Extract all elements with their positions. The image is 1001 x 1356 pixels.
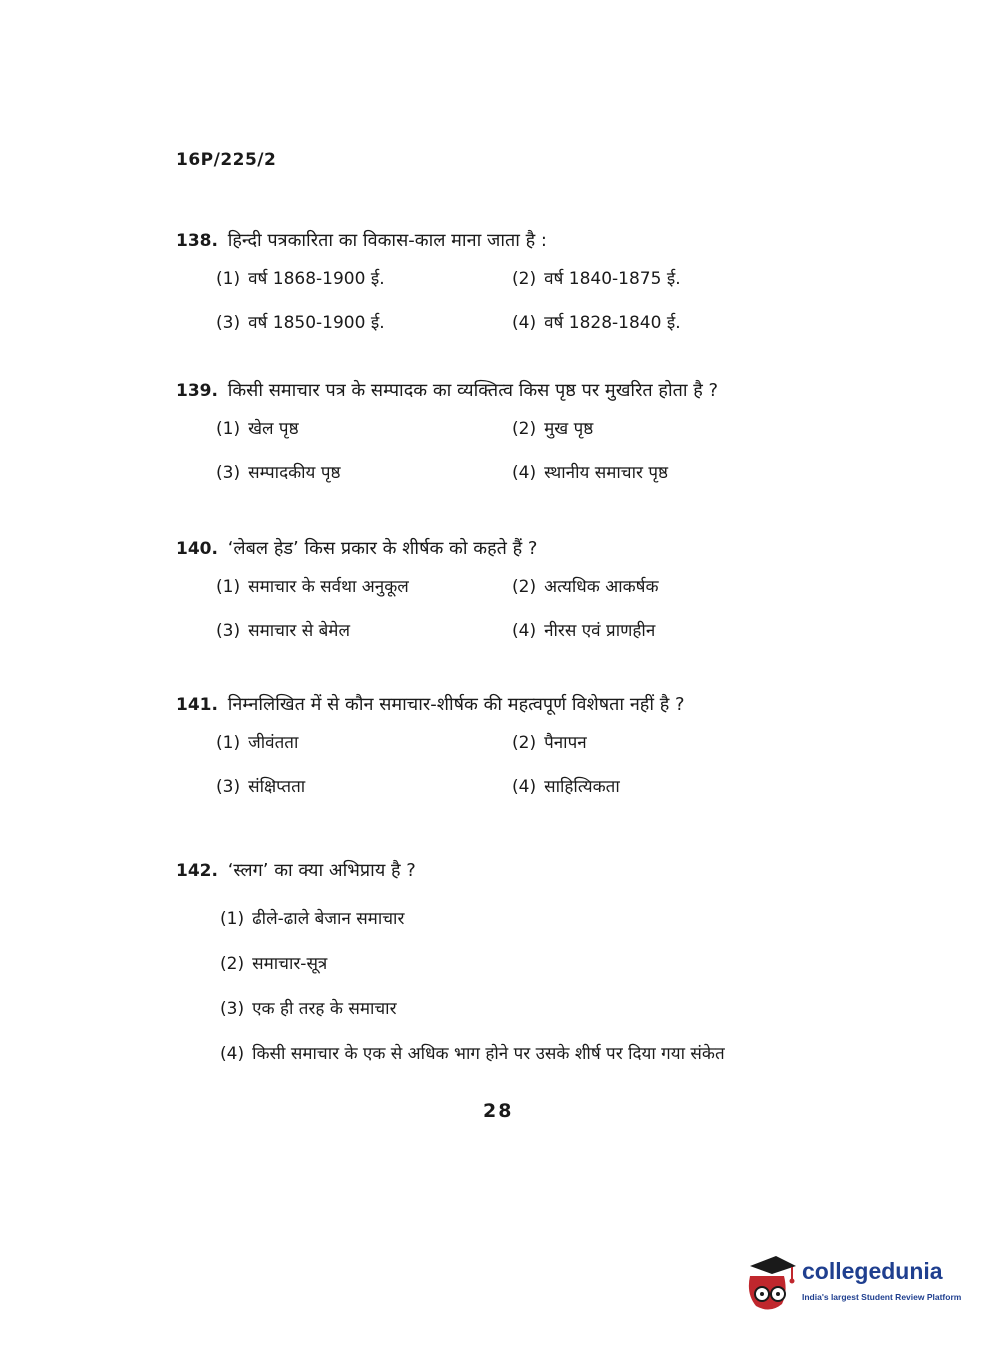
option-1: (1) ढीले-ढाले बेजान समाचार — [220, 909, 405, 929]
paper-code: 16P/225/2 — [176, 150, 277, 170]
question-text: किसी समाचार पत्र के सम्पादक का व्यक्तित्व किस पृष्ठ पर मुखरित होता है ? — [227, 380, 719, 401]
option-2: (2) समाचार-सूत्र — [220, 954, 328, 974]
question-138 — [176, 228, 816, 356]
question-number: 141. — [176, 695, 218, 715]
option-2: (2) मुख पृष्ठ — [512, 419, 594, 439]
option-4: (4) साहित्यिकता — [512, 777, 620, 797]
option-4: (4) नीरस एवं प्राणहीन — [512, 621, 656, 641]
collegedunia-logo — [742, 1250, 972, 1320]
question-text: ‘लेबल हेड’ किस प्रकार के शीर्षक को कहते हैं ? — [227, 538, 538, 559]
option-4: (4) किसी समाचार के एक से अधिक भाग होने पर उसके शीर्ष पर दिया गया संकेत — [220, 1044, 725, 1064]
option-1: (1) जीवंतता — [216, 733, 299, 753]
option-1: (1) समाचार के सर्वथा अनुकूल — [216, 577, 409, 597]
option-1: (1) खेल पृष्ठ — [216, 419, 299, 439]
question-text: हिन्दी पत्रकारिता का विकास-काल माना जाता है : — [227, 230, 547, 251]
option-3: (3) वर्ष 1850-1900 ई. — [216, 313, 385, 333]
option-3: (3) सम्पादकीय पृष्ठ — [216, 463, 341, 483]
page-number: 28 — [483, 1100, 514, 1122]
option-2: (2) वर्ष 1840-1875 ई. — [512, 269, 681, 289]
question-text: ‘स्लग’ का क्या अभिप्राय है ? — [227, 860, 416, 881]
question-number: 138. — [176, 231, 218, 251]
question-139 — [176, 378, 816, 506]
question-number: 139. — [176, 381, 218, 401]
logo-tagline: India's largest Student Review Platform — [802, 1292, 962, 1302]
question-141 — [176, 692, 816, 820]
option-2: (2) अत्यधिक आकर्षक — [512, 577, 659, 597]
option-1: (1) वर्ष 1868-1900 ई. — [216, 269, 385, 289]
option-2: (2) पैनापन — [512, 733, 587, 753]
question-number: 140. — [176, 539, 218, 559]
option-3: (3) एक ही तरह के समाचार — [220, 999, 397, 1019]
logo-wordmark: collegedunia — [802, 1258, 943, 1284]
option-3: (3) समाचार से बेमेल — [216, 621, 351, 641]
option-4: (4) स्थानीय समाचार पृष्ठ — [512, 463, 669, 483]
question-142 — [176, 858, 816, 1086]
question-text: निम्नलिखित में से कौन समाचार-शीर्षक की महत्वपूर्ण विशेषता नहीं है ? — [227, 694, 685, 715]
option-3: (3) संक्षिप्तता — [216, 777, 306, 797]
mascot-icon — [742, 1254, 798, 1314]
question-number: 142. — [176, 861, 218, 881]
option-4: (4) वर्ष 1828-1840 ई. — [512, 313, 681, 333]
question-140 — [176, 536, 816, 664]
